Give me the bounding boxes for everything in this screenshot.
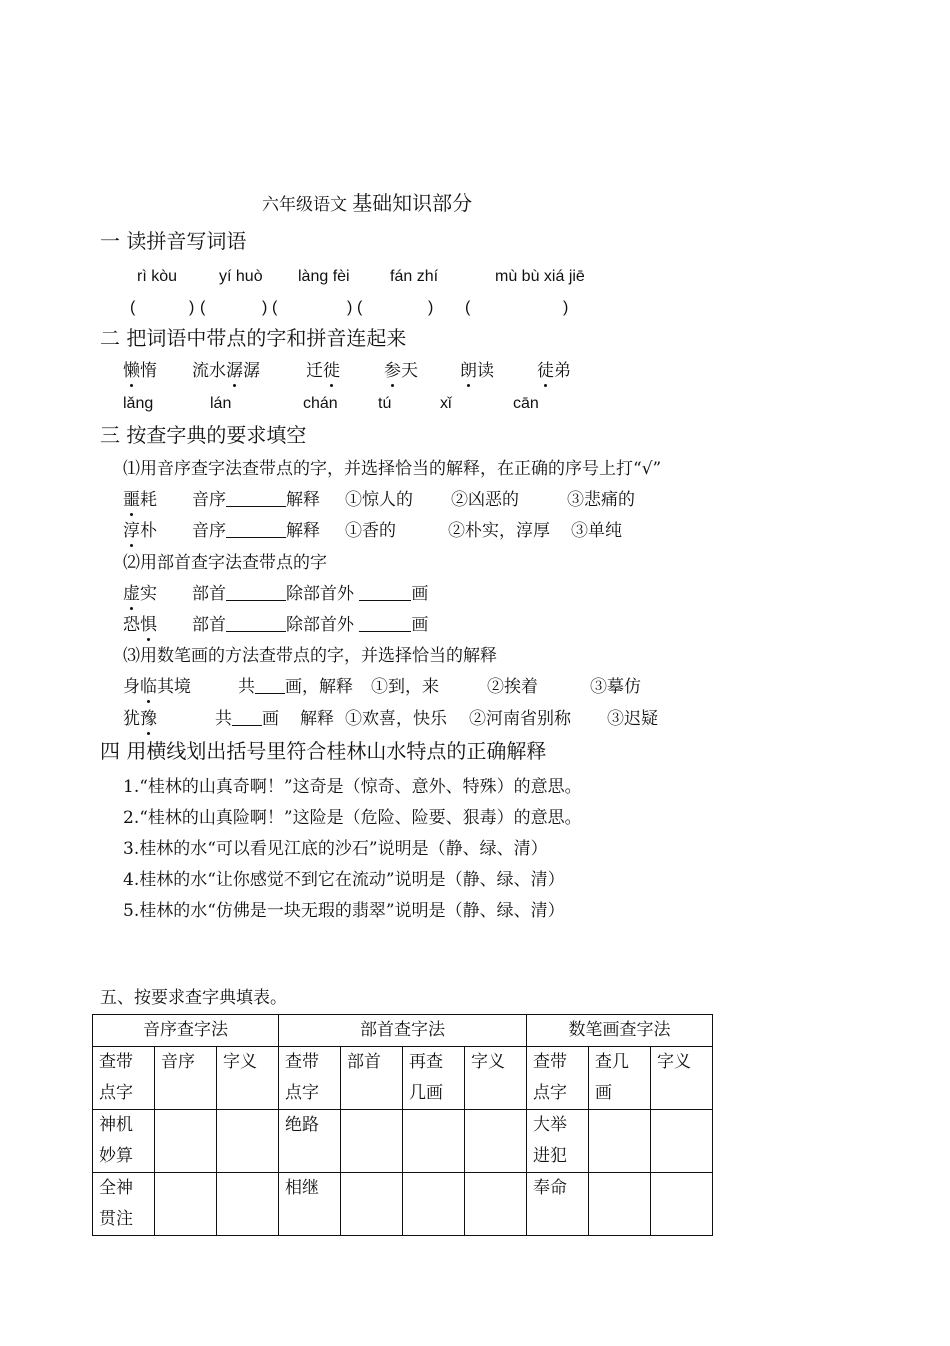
- answer-blank[interactable]: [255, 677, 285, 694]
- char-item: 噩耗: [123, 490, 157, 510]
- section-2-heading: 二 把词语中带点的字和拼音连起来: [100, 326, 407, 350]
- fill-row: 共 画: [215, 709, 279, 729]
- pinyin-item: yí huò: [219, 268, 263, 285]
- group-header: 音序查字法: [93, 1015, 279, 1047]
- answer-blank[interactable]: [359, 584, 411, 601]
- option: ③单纯: [571, 521, 622, 541]
- table-cell: 神机 妙算: [93, 1110, 155, 1173]
- dotted-char: 参: [384, 361, 401, 381]
- answer-cell[interactable]: [651, 1110, 713, 1173]
- column-header: 查带 点字: [93, 1047, 155, 1110]
- pinyin-item: fán zhí: [390, 268, 439, 285]
- fill-row-label: 解释: [300, 709, 334, 729]
- char-item: 淳朴: [123, 521, 157, 541]
- group-header: 部首查字法: [279, 1015, 527, 1047]
- pinyin-item: xǐ: [440, 395, 452, 412]
- word-item: 参天: [384, 361, 418, 381]
- answer-cell[interactable]: [465, 1110, 527, 1173]
- answer-cell[interactable]: [651, 1173, 713, 1236]
- option: ②朴实，淳厚: [448, 521, 550, 541]
- dotted-char: 朗: [460, 361, 477, 381]
- question-3-1: ⑴用音序查字法查带点的字，并选择恰当的解释，在正确的序号上打“√”: [123, 459, 662, 479]
- list-item: 4.桂林的水“让你感觉不到它在流动”说明是（静、绿、清）: [123, 870, 565, 890]
- question-3-3: ⑶用数笔画的方法查带点的字，并选择恰当的解释: [123, 646, 497, 666]
- question-3-2: ⑵用部首查字法查带点的字: [123, 553, 327, 573]
- column-header: 字义: [465, 1047, 527, 1110]
- answer-blank[interactable]: [232, 709, 262, 726]
- table-cell: 奉命: [527, 1173, 589, 1236]
- dotted-char: 徙: [323, 361, 340, 381]
- column-header: 查带 点字: [527, 1047, 589, 1110]
- answer-bracket: (: [465, 299, 471, 316]
- word-item: 流水潺潺: [192, 361, 260, 381]
- table-subheader-row: [93, 1047, 713, 1110]
- list-item: 2.“桂林的山真险啊！”这险是（危险、险要、狠毒）的意思。: [123, 808, 582, 828]
- word-item: 朗读: [460, 361, 494, 381]
- list-item: 1.“桂林的山真奇啊！”这奇是（惊奇、意外、特殊）的意思。: [123, 777, 582, 797]
- section-4-heading: 四 用横线划出括号里符合桂林山水特点的正确解释: [100, 739, 547, 763]
- pinyin-item: cān: [513, 395, 539, 412]
- answer-cell[interactable]: [465, 1173, 527, 1236]
- table-row: [93, 1173, 713, 1236]
- pinyin-item: lán: [210, 395, 232, 412]
- dotted-char: 虚: [123, 584, 140, 604]
- char-item: 恐惧: [123, 615, 157, 635]
- fill-row: 部首 除部首外 画: [192, 584, 429, 604]
- table-cell: 全神 贯注: [93, 1173, 155, 1236]
- option: ③迟疑: [607, 709, 658, 729]
- answer-bracket: ): [428, 299, 434, 316]
- lookup-table: [92, 1014, 713, 1236]
- option: ①香的: [345, 521, 396, 541]
- answer-blank[interactable]: [359, 615, 411, 632]
- dotted-char: 徒: [537, 361, 554, 381]
- pinyin-item: làng fèi: [298, 268, 350, 285]
- column-header: 再查 几画: [403, 1047, 465, 1110]
- title-main: 基础知识部分: [352, 191, 473, 215]
- dotted-char: 懒: [123, 361, 140, 381]
- pinyin-item: rì kòu: [137, 268, 178, 285]
- column-header: 音序: [155, 1047, 217, 1110]
- word-item: 徒弟: [537, 361, 571, 381]
- option: ②挨着: [487, 677, 538, 697]
- pinyin-item: chán: [303, 395, 338, 412]
- option: ②凶恶的: [451, 490, 519, 510]
- dotted-char: 惧: [140, 615, 157, 635]
- answer-cell[interactable]: [403, 1173, 465, 1236]
- title-prefix: 六年级语文: [262, 195, 347, 215]
- column-header: 部首: [341, 1047, 403, 1110]
- table-cell: 绝路: [279, 1110, 341, 1173]
- column-header: 字义: [651, 1047, 713, 1110]
- section-5-heading: 五、按要求查字典填表。: [100, 988, 287, 1008]
- dotted-char: 临: [140, 677, 157, 697]
- answer-bracket: ): [262, 299, 268, 316]
- pinyin-item: mù bù xiá jiē: [495, 268, 585, 285]
- fill-row: 音序 解释: [192, 521, 320, 541]
- page-title: [262, 190, 472, 216]
- option: ③摹仿: [590, 677, 641, 697]
- table-cell: 大举 进犯: [527, 1110, 589, 1173]
- answer-bracket: (: [272, 299, 278, 316]
- column-header: 查带 点字: [279, 1047, 341, 1110]
- answer-bracket: (: [200, 299, 206, 316]
- option: ①欢喜，快乐: [345, 709, 447, 729]
- answer-bracket: ): [563, 299, 569, 316]
- fill-row: 共 画，解释: [238, 677, 353, 697]
- answer-blank[interactable]: [226, 521, 286, 538]
- answer-cell[interactable]: [155, 1173, 217, 1236]
- answer-cell[interactable]: [589, 1110, 651, 1173]
- pinyin-item: lǎng: [123, 395, 154, 412]
- table-row: [93, 1110, 713, 1173]
- pinyin-item: tú: [378, 395, 392, 412]
- char-item: 身临其境: [123, 677, 191, 697]
- answer-cell[interactable]: [217, 1110, 279, 1173]
- column-header: 字义: [217, 1047, 279, 1110]
- answer-bracket: ): [347, 299, 353, 316]
- fill-row: 音序 解释: [192, 490, 320, 510]
- char-item: 虚实: [123, 584, 157, 604]
- answer-bracket: (: [357, 299, 363, 316]
- word-item: 迁徙: [306, 361, 340, 381]
- column-header: 查几 画: [589, 1047, 651, 1110]
- char-item: 犹豫: [123, 709, 157, 729]
- dotted-char: 淳: [123, 521, 140, 541]
- section-3-heading: 三 按查字典的要求填空: [100, 423, 307, 447]
- answer-cell[interactable]: [217, 1173, 279, 1236]
- answer-cell[interactable]: [341, 1173, 403, 1236]
- dotted-char: 潺: [226, 361, 243, 381]
- answer-blank[interactable]: [226, 615, 286, 632]
- answer-cell[interactable]: [155, 1110, 217, 1173]
- answer-bracket: (: [130, 299, 136, 316]
- fill-row: 部首 除部首外 画: [192, 615, 429, 635]
- table-cell: 相继: [279, 1173, 341, 1236]
- option: ③悲痛的: [567, 490, 635, 510]
- answer-blank[interactable]: [226, 490, 286, 507]
- answer-cell[interactable]: [589, 1173, 651, 1236]
- option: ①到，来: [371, 677, 439, 697]
- list-item: 3.桂林的水“可以看见江底的沙石”说明是（静、绿、清）: [123, 839, 548, 859]
- option: ①惊人的: [345, 490, 413, 510]
- section-1-heading: 一 读拼音写词语: [100, 229, 247, 253]
- option: ②河南省别称: [469, 709, 571, 729]
- dotted-char: 噩: [123, 490, 140, 510]
- answer-cell[interactable]: [341, 1110, 403, 1173]
- list-item: 5.桂林的水“仿佛是一块无瑕的翡翠”说明是（静、绿、清）: [123, 901, 565, 921]
- group-header: 数笔画查字法: [527, 1015, 713, 1047]
- dotted-char: 豫: [140, 709, 157, 729]
- table-header-row: [93, 1015, 713, 1047]
- answer-bracket: ): [189, 299, 195, 316]
- word-item: 懒惰: [123, 361, 157, 381]
- answer-cell[interactable]: [403, 1110, 465, 1173]
- answer-blank[interactable]: [226, 584, 286, 601]
